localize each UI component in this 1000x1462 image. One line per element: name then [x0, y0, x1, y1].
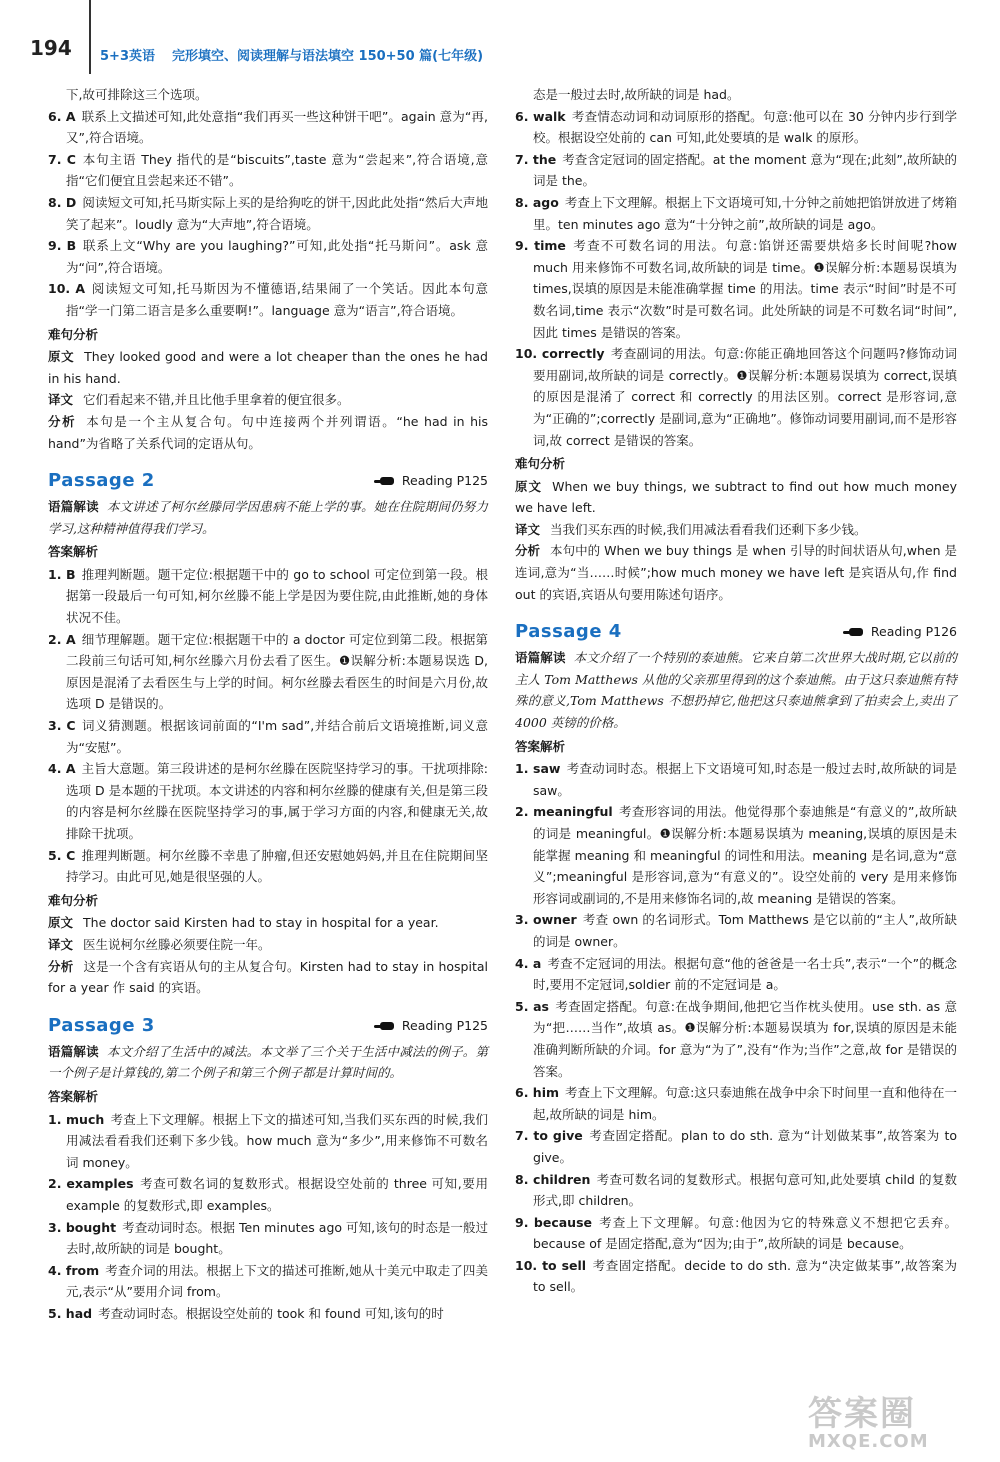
row-text: The doctor said Kirsten had to stay in hospital for a year. — [83, 915, 439, 931]
reading-page-label: Reading P125 — [401, 1017, 488, 1033]
answer-text: 考查固定搭配。句意:在战争期间,他把它当作枕头使用。use sth. as 意为“把……当作”,故填 as。❶误解分析:本题易误填为 for,误填的原因是未能准确判断所缺的介词。for 意为“为了”,没有“作为;当作”之意,故 for 是错误的答案。 — [533, 998, 957, 1079]
row-tag: 译文 — [48, 392, 74, 408]
answer-item — [48, 564, 488, 629]
answer-item — [48, 235, 488, 278]
answer-label: 7. the — [515, 151, 557, 167]
passage-title: Passage 2 — [48, 470, 155, 492]
answer-item — [48, 629, 488, 715]
answer-label: 9. B — [48, 238, 77, 254]
summary-label: 语篇解读 — [515, 650, 566, 666]
answer-label: 6. him — [515, 1085, 560, 1101]
answer-label: 1. B — [48, 566, 76, 582]
summary-label: 语篇解读 — [48, 499, 99, 515]
reading-reference — [374, 1015, 488, 1037]
row-tag: 原文 — [48, 349, 75, 365]
reading-page-label: Reading P125 — [401, 473, 488, 489]
answer-item — [48, 149, 488, 192]
answer-label: 7. C — [48, 151, 76, 167]
answer-text: 考查介词的用法。根据上下文的描述可推断,她从十美元中取走了四美元,表示“从”要用介词 from。 — [66, 1262, 488, 1300]
answer-text: 推理判断题。柯尔丝滕不幸患了肿瘤,但还安慰她妈妈,并且在住院期间坚持学习。由此可见,她是很坚强的人。 — [66, 847, 488, 885]
answer-text: 下,故可排除这三个选项。 — [66, 87, 208, 102]
answer-label: 5. had — [48, 1305, 93, 1321]
watermark-logo — [808, 1396, 978, 1456]
answer-item — [48, 1109, 488, 1174]
answer-label: 8. ago — [515, 194, 559, 210]
answer-item — [515, 1169, 957, 1212]
answer-item — [515, 758, 957, 801]
answer-item — [48, 758, 488, 844]
header-divider — [89, 0, 91, 74]
answer-text: 考查上下文理解。句意:他因为它的特殊意义不想把它丢弃。because of 是固定搭配,意为“因为;由于”,故所缺的词是 because。 — [533, 1214, 957, 1252]
left-column — [48, 84, 488, 1324]
difficult-sentence-row — [48, 912, 488, 934]
answer-item — [515, 235, 957, 343]
answer-item — [515, 1212, 957, 1255]
answer-label: 4. a — [515, 955, 542, 971]
book-title: 完形填空、阅读理解与语法填空 150+50 篇(七年级) — [172, 49, 484, 64]
row-text: They looked good and were a lot cheaper than the ones he had in his hand. — [48, 349, 488, 386]
answer-label: 2. A — [48, 631, 76, 647]
answer-item — [515, 1125, 957, 1168]
answer-label: 3. bought — [48, 1219, 117, 1235]
answer-text: 考查副词的用法。句意:你能正确地回答这个问题吗?修饰动词要用副词,故所缺的词是 correctly。❶误解分析:本题易误填为 correct,误填的原因是混淆了 correct 和 correctly 的用法区别。correct 是形容词,意为“正确的”;correctly 是副词,意为“正确地”。修饰动词要用副词,而不是形容词,故 correct 是错误的答案。 — [533, 346, 957, 448]
difficult-sentence-title: 难句分析 — [48, 892, 99, 908]
answer-item — [515, 1255, 957, 1298]
answer-text: 主旨大意题。第三段讲述的是柯尔丝滕在医院坚持学习的事。干扰项排除:选项 D 是本题的干扰项。本文讲述的内容和柯尔丝滕的健康有关,但是第三段的内容是柯尔丝滕在医院坚持学习的事,属于学习方面的内容,和健康无关,故排除干扰项。 — [66, 761, 488, 841]
answer-item — [515, 343, 957, 451]
answer-text: 词义猜测题。根据该词前面的“I'm sad”,并结合前后文语境推断,词义意为“安慰”。 — [66, 718, 488, 755]
passage-summary — [48, 1041, 488, 1084]
difficult-sentence-list — [48, 912, 488, 998]
watermark-url: MXQE.COM — [808, 1431, 929, 1452]
passage-title: Passage 4 — [515, 621, 622, 643]
answer-text: 考查含定冠词的固定搭配。at the moment 意为“现在;此刻”,故所缺的词是 the。 — [533, 151, 957, 189]
answer-label: 4. A — [48, 761, 76, 777]
answer-list — [515, 758, 957, 1298]
answer-item — [48, 1173, 488, 1216]
pointing-hand-icon — [374, 475, 394, 487]
page-number: 194 — [30, 36, 72, 60]
answer-item — [515, 909, 957, 952]
answer-list — [48, 564, 488, 888]
answer-item — [515, 192, 957, 235]
answer-text: 考查动词时态。根据上下文语境可知,时态是一般过去时,故所缺的词是 saw。 — [533, 761, 957, 798]
row-tag: 分析 — [48, 413, 77, 429]
row-tag: 原文 — [515, 478, 543, 494]
answer-text: 考查动词时态。根据设空处前的 took 和 found 可知,该句的时 — [98, 1305, 444, 1321]
answer-item — [48, 278, 488, 321]
answer-item — [48, 1260, 488, 1303]
passage-4-header — [515, 621, 957, 643]
summary-text: 本文介绍了生活中的减法。本文举了三个关于生活中减法的例子。第一个例子是计算钱的,第二个例子和第三个例子都是计算时间的。 — [48, 1043, 488, 1081]
reading-page-label: Reading P126 — [870, 624, 957, 640]
difficult-sentence-row — [48, 411, 488, 454]
summary-text: 本文讲述了柯尔丝滕同学因患病不能上学的事。她在住院期间仍努力学习,这种精神值得我们学习。 — [48, 499, 488, 536]
answer-item — [48, 715, 488, 758]
row-text: 医生说柯尔丝滕必须要住院一年。 — [83, 936, 271, 952]
reading-reference — [374, 470, 488, 492]
answer-label: 6. A — [48, 108, 76, 124]
answer-item — [515, 1082, 957, 1125]
answer-text: 考查形容词的用法。他觉得那个泰迪熊是“有意义的”,故所缺的词是 meaningful。❶误解分析:本题易误填为 meaning,误填的原因是未能掌握 meaning 和 meaningful 的词性和用法。meaning 是名词,意为“意义”;meaningful 是形容词,意为“有意义的”。设空处前的 very 是用来修饰形容词或副词的,不是用来修饰名词的,故 meaning 是错误的答案。 — [533, 804, 957, 906]
answer-text: 考查 own 的名词形式。Tom Matthews 是它以前的“主人”,故所缺的词是 owner。 — [533, 912, 958, 949]
answer-label: 5. as — [515, 998, 549, 1014]
answer-text: 考查不定冠词的用法。根据句意“他的爸爸是一名士兵”,表示“一个”的概念时,要用不定冠词,soldier 前的不定冠词是 a。 — [533, 955, 957, 993]
row-tag: 原文 — [48, 915, 74, 931]
answer-text: 本句主语 They 指代的是“biscuits”,taste 意为“尝起来”,符合语境,意指“它们便宜且尝起来还不错”。 — [66, 151, 488, 189]
answer-item — [48, 1303, 488, 1325]
difficult-sentence-row — [515, 540, 957, 605]
answer-item — [515, 801, 957, 909]
answer-text: 联系上文描述可知,此处意指“我们再买一些这种饼干吧”。again 意为“再,又”,符合语境。 — [66, 108, 488, 146]
passage-2-header — [48, 470, 488, 492]
answer-label: 8. children — [515, 1171, 591, 1187]
row-text: 本句是一个主从复合句。句中连接两个并列谓语。“he had in his hand”为省略了关系代词的定语从句。 — [48, 413, 488, 451]
answer-list — [515, 84, 957, 451]
row-text: 这是一个含有宾语从句的主从复合句。Kirsten had to stay in hospital for a year 作 said 的宾语。 — [48, 958, 488, 996]
difficult-sentence-row — [48, 934, 488, 956]
answer-item — [48, 845, 488, 888]
brand-label: 5+3英语 — [100, 49, 155, 64]
row-text: When we buy things, we subtract to find out how much money we have left. — [515, 478, 957, 516]
passage-summary — [48, 496, 488, 539]
summary-text: 本文介绍了一个特别的泰迪熊。它来自第二次世界大战时期,它以前的主人 Tom Matthews 从他的父亲那里得到的这个泰迪熊。由于这只泰迪熊有特殊的意义,Tom Matthews 不想扔掉它,他把这只泰迪熊拿到了拍卖会上,卖出了 4000 英镑的价格。 — [515, 650, 957, 731]
row-tag: 译文 — [515, 521, 541, 537]
answer-text: 考查不可数名词的用法。句意:馅饼还需要烘焙多长时间呢?how much 用来修饰不可数名词,故所缺的词是 time。❶误解分析:本题易误填为 times,误填的原因是未能准确掌握 time 的用法。time 表示“时间”时是不可数名词,time 表示“次数”时是可数名词。此处所缺的词是不可数名词“时间”,因此 times 是错误的答案。 — [533, 238, 958, 340]
answer-label: 8. D — [48, 194, 77, 210]
answer-text: 阅读短文可知,托马斯因为不懂德语,结果闹了一个笑话。因此本句意指“学一门第二语言是多么重要啊!”。language 意为“语言”,符合语境。 — [66, 281, 488, 318]
answer-text: 考查固定搭配。decide to do sth. 意为“决定做某事”,故答案为 to sell。 — [533, 1257, 957, 1295]
page-header — [0, 0, 1000, 80]
answer-label: 3. C — [48, 718, 76, 734]
difficult-sentence-row — [515, 476, 957, 519]
passage-title: Passage 3 — [48, 1014, 155, 1036]
answer-label: 5. C — [48, 847, 76, 863]
answer-item — [515, 149, 957, 192]
answer-text: 考查上下文理解。句意:这只泰迪熊在战争中余下时间里一直和他待在一起,故所缺的词是 him。 — [533, 1085, 957, 1122]
difficult-sentence-list — [515, 476, 957, 606]
answer-label: 3. owner — [515, 912, 577, 928]
answer-text: 考查固定搭配。plan to do sth. 意为“计划做某事”,故答案为 to give。 — [533, 1128, 957, 1165]
row-text: 当我们买东西的时候,我们用减法看看我们还剩下多少钱。 — [550, 521, 867, 537]
answer-text: 考查可数名词的复数形式。根据设空处前的 three 可知,要用 example 的复数形式,即 examples。 — [66, 1176, 488, 1213]
difficult-sentence-row — [48, 389, 488, 411]
answer-label: 9. because — [515, 1214, 592, 1230]
answers-title: 答案解析 — [48, 544, 99, 560]
answer-item — [48, 192, 488, 235]
passage-summary — [515, 647, 957, 733]
answer-list — [48, 1109, 488, 1325]
answer-label: 1. saw — [515, 761, 561, 777]
answer-text: 态是一般过去时,故所缺的词是 had。 — [533, 87, 740, 102]
answers-title: 答案解析 — [48, 1088, 99, 1104]
answer-text: 考查上下文理解。根据上下文语境可知,十分钟之前她把馅饼放进了烤箱里。ten minutes ago 意为“十分钟之前”,故所缺的词是 ago。 — [533, 194, 957, 232]
answer-item — [48, 106, 488, 149]
difficult-sentence-row — [48, 346, 488, 389]
pointing-hand-icon — [374, 1020, 394, 1032]
answer-label: 10. A — [48, 281, 86, 297]
answer-label: 2. examples — [48, 1176, 134, 1192]
answer-item — [48, 84, 488, 106]
answer-item — [515, 106, 957, 149]
answer-text: 考查动词时态。根据 Ten minutes ago 可知,该句的时态是一般过去时,故所缺的词是 bought。 — [66, 1219, 488, 1257]
answer-text: 推理判断题。题干定位:根据题干中的 go to school 可定位到第一段。根据第一段最后一句可知,柯尔丝滕不能上学是因为要住院,由此推断,她的身体状况不佳。 — [66, 566, 488, 626]
answer-text: 联系上文“Why are you laughing?”可知,此处指“托马斯问”。ask 意为“问”,符合语境。 — [66, 238, 488, 275]
answer-label: 4. from — [48, 1262, 100, 1278]
row-tag: 分析 — [48, 958, 74, 974]
difficult-sentence-list — [48, 346, 488, 454]
answer-text: 阅读短文可知,托马斯实际上买的是给狗吃的饼干,因此此处指“然后大声地笑了起来”。loudly 意为“大声地”,符合语境。 — [66, 194, 488, 232]
right-column — [515, 84, 957, 1298]
answer-label: 9. time — [515, 238, 566, 254]
pointing-hand-icon — [843, 626, 863, 638]
answer-item — [515, 996, 957, 1082]
row-tag: 译文 — [48, 936, 74, 952]
answer-label: 10. correctly — [515, 346, 605, 362]
answer-list — [48, 84, 488, 322]
answers-title: 答案解析 — [515, 738, 566, 754]
row-text: 本句中的 When we buy things 是 when 引导的时间状语从句,when 是连词,意为“当……时候”;how much money we have left 是宾语从句,作 find out 的宾语,宾语从句要用陈述句语序。 — [515, 543, 957, 602]
answer-label: 6. walk — [515, 108, 566, 124]
answer-label: 2. meaningful — [515, 804, 613, 820]
difficult-sentence-row — [515, 519, 957, 541]
answer-label: 7. to give — [515, 1128, 583, 1144]
difficult-sentence-row — [48, 956, 488, 999]
difficult-sentence-title: 难句分析 — [515, 456, 566, 472]
answer-item — [515, 953, 957, 996]
answer-item — [515, 84, 957, 106]
summary-label: 语篇解读 — [48, 1043, 99, 1059]
answer-text: 考查可数名词的复数形式。根据句意可知,此处要填 child 的复数形式,即 children。 — [533, 1171, 957, 1209]
answer-label: 1. much — [48, 1111, 105, 1127]
reading-reference — [843, 621, 957, 643]
answer-item — [48, 1217, 488, 1260]
answer-text: 考查上下文理解。根据上下文的描述可知,当我们买东西的时候,我们用减法看看我们还剩下多少钱。how much 意为“多少”,用来修饰不可数名词 money。 — [66, 1111, 488, 1170]
watermark-text: 答案圈 — [808, 1394, 916, 1434]
passage-3-header — [48, 1015, 488, 1037]
answer-text: 考查情态动词和动词原形的搭配。句意:他可以在 30 分钟内步行到学校。根据设空处前的 can 可知,此处要填的是 walk 的原形。 — [533, 108, 957, 146]
answer-label: 10. to sell — [515, 1257, 587, 1273]
row-tag: 分析 — [515, 543, 541, 559]
row-text: 它们看起来不错,并且比他手里拿着的便宜很多。 — [83, 392, 350, 408]
difficult-sentence-title: 难句分析 — [48, 326, 99, 342]
answer-text: 细节理解题。题干定位:根据题干中的 a doctor 可定位到第二段。根据第二段前三句话可知,柯尔丝滕六月份去看了医生。❶误解分析:本题易误选 D,原因是混淆了去看医生与上学的时间。柯尔丝滕去看医生的时间是六月份,故选项 D 是错误的。 — [66, 631, 488, 712]
